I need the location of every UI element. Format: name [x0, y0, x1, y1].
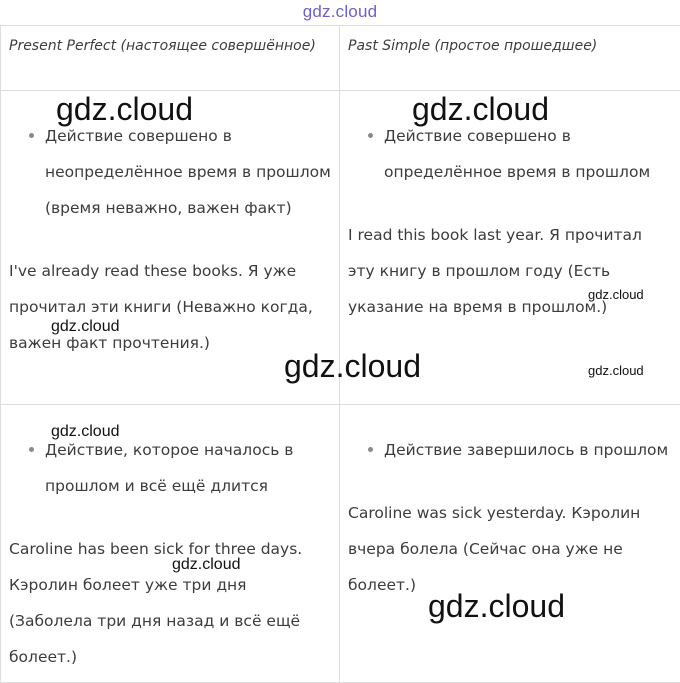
usage-text: Действие завершилось в прошлом [384, 441, 668, 459]
bullet-dot-icon [368, 447, 373, 452]
header-past-simple: Past Simple (простое прошедшее) [340, 26, 680, 91]
watermark-text: gdz.cloud [588, 363, 644, 378]
watermark-text: gdz.cloud [51, 423, 120, 441]
example-text: I read this book last year. Я прочитал эту книгу в прошлом году (Есть указание на время в прошлом.) [348, 217, 672, 325]
site-watermark-top: gdz.cloud [0, 2, 680, 22]
watermark-text: gdz.cloud [588, 287, 644, 302]
usage-bullet [348, 432, 672, 468]
bullet-dot-icon [368, 133, 373, 138]
example-text: I've already read these books. Я уже прочитал эти книги (Неважно когда, важен факт прочтения.) [9, 253, 331, 361]
table-header-row [1, 26, 680, 91]
watermark-text: gdz.cloud [51, 318, 120, 336]
watermark-text: gdz.cloud [428, 588, 565, 625]
bullet-dot-icon [29, 133, 34, 138]
example-text: Caroline was sick yesterday. Кэролин вчера болела (Сейчас она уже не болеет.) [348, 495, 672, 603]
watermark-text: gdz.cloud [284, 348, 421, 385]
watermark-text: gdz.cloud [172, 556, 241, 574]
usage-text: Действие совершено в неопределённое время в прошлом (время неважно, важен факт) [45, 127, 331, 217]
watermark-text: gdz.cloud [412, 91, 549, 128]
usage-bullet [9, 118, 331, 226]
usage-text: Действие, которое началось в прошлом и всё ещё длится [45, 441, 293, 495]
cell-past-simple-2 [340, 405, 680, 683]
header-present-perfect: Present Perfect (настоящее совершённое) [1, 26, 340, 91]
example-text: Caroline has been sick for three days. Кэролин болеет уже три дня (Заболела три дня назад и всё ещё болеет.) [9, 531, 331, 675]
bullet-dot-icon [29, 447, 34, 452]
usage-text: Действие совершено в определённое время в прошлом [384, 127, 650, 181]
table-row [1, 405, 680, 683]
watermark-text: gdz.cloud [56, 91, 193, 128]
usage-bullet [9, 432, 331, 504]
usage-bullet [348, 118, 672, 190]
cell-present-perfect-2 [1, 405, 340, 683]
